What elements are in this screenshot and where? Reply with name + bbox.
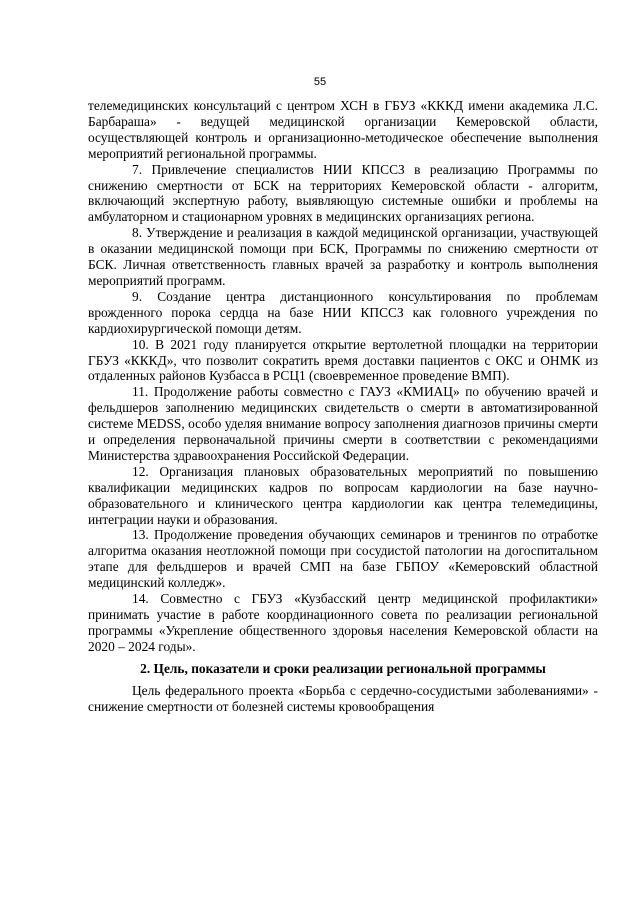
paragraph-item-14: 14. Совместно с ГБУЗ «Кузбасский центр медицинской профилактики» принимать участие в работе координационного совета по реализации региональной программы «Укрепление общественного здоровья населения Кемеровской области на 2020 – 2024 годы».: [88, 591, 598, 654]
paragraph-goal: Цель федерального проекта «Борьба с сердечно-сосудистыми заболеваниями» - снижение смертности от болезней системы кровообращения: [88, 682, 598, 714]
paragraph-item-11: 11. Продолжение работы совместно с ГАУЗ «КМИАЦ» по обучению врачей и фельдшеров заполнению медицинских свидетельств о смерти в автоматизированной системе MEDSS, особо уделяя внимание вопросу заполнения диагнозов причины смерти и определения первоначальной причины смерти в соответствии с рекомендациями Министерства здравоохранения Российской Федерации.: [88, 384, 598, 463]
paragraph-item-8: 8. Утверждение и реализация в каждой медицинской организации, участвующей в оказании медицинской помощи при БСК, Программы по снижению смертности от БСК. Личная ответственность главных врачей за разработку и контроль выполнения мероприятий программ.: [88, 225, 598, 288]
section-heading: 2. Цель, показатели и сроки реализации региональной программы: [140, 660, 546, 676]
paragraph-item-7: 7. Привлечение специалистов НИИ КПССЗ в реализацию Программы по снижению смертности от БСК на территориях Кемеровской области - алгоритм, включающий экспертную работу, выявляющую системные ошибки и проблемы на амбулаторном и стационарном уровнях в медицинских организациях региона.: [88, 161, 598, 225]
paragraph-item-13: 13. Продолжение проведения обучающих семинаров и тренингов по отработке алгоритма оказания неотложной помощи при сосудистой патологии на догоспитальном этапе для фельдшеров и врачей СМП на базе ГБПОУ «Кемеровский областной медицинский колледж».: [88, 527, 598, 591]
paragraph-continuation: телемедицинских консультаций с центром ХСН в ГБУЗ «КККД имени академика Л.С. Барбараша» - ведущей медицинской организации Кемеровской области, осуществляющей контроль и организационно-методическое обеспечение выполнения мероприятий региональной программы.: [88, 98, 598, 161]
paragraph-item-9: 9. Создание центра дистанционного консультирования по проблемам врожденного порока сердца на базе НИИ КПССЗ как головного учреждения по кардиохирургической помощи детям.: [88, 288, 598, 336]
paragraph-item-10: 10. В 2021 году планируется открытие вертолетной площадки на территории ГБУЗ «КККД», что позволит сократить время доставки пациентов с ОКС и ОНМК из отдаленных районов Кузбасса в РСЦ1 (своевременное проведение ВМП).: [88, 336, 598, 384]
page-number: 55: [313, 76, 327, 88]
paragraph-item-12: 12. Организация плановых образовательных мероприятий по повышению квалификации медицинских кадров по вопросам кардиологии на базе научно-образовательного и клинического центра кардиологии как центра телемедицины, интеграции науки и образования.: [88, 463, 598, 527]
document-body: [88, 98, 598, 714]
